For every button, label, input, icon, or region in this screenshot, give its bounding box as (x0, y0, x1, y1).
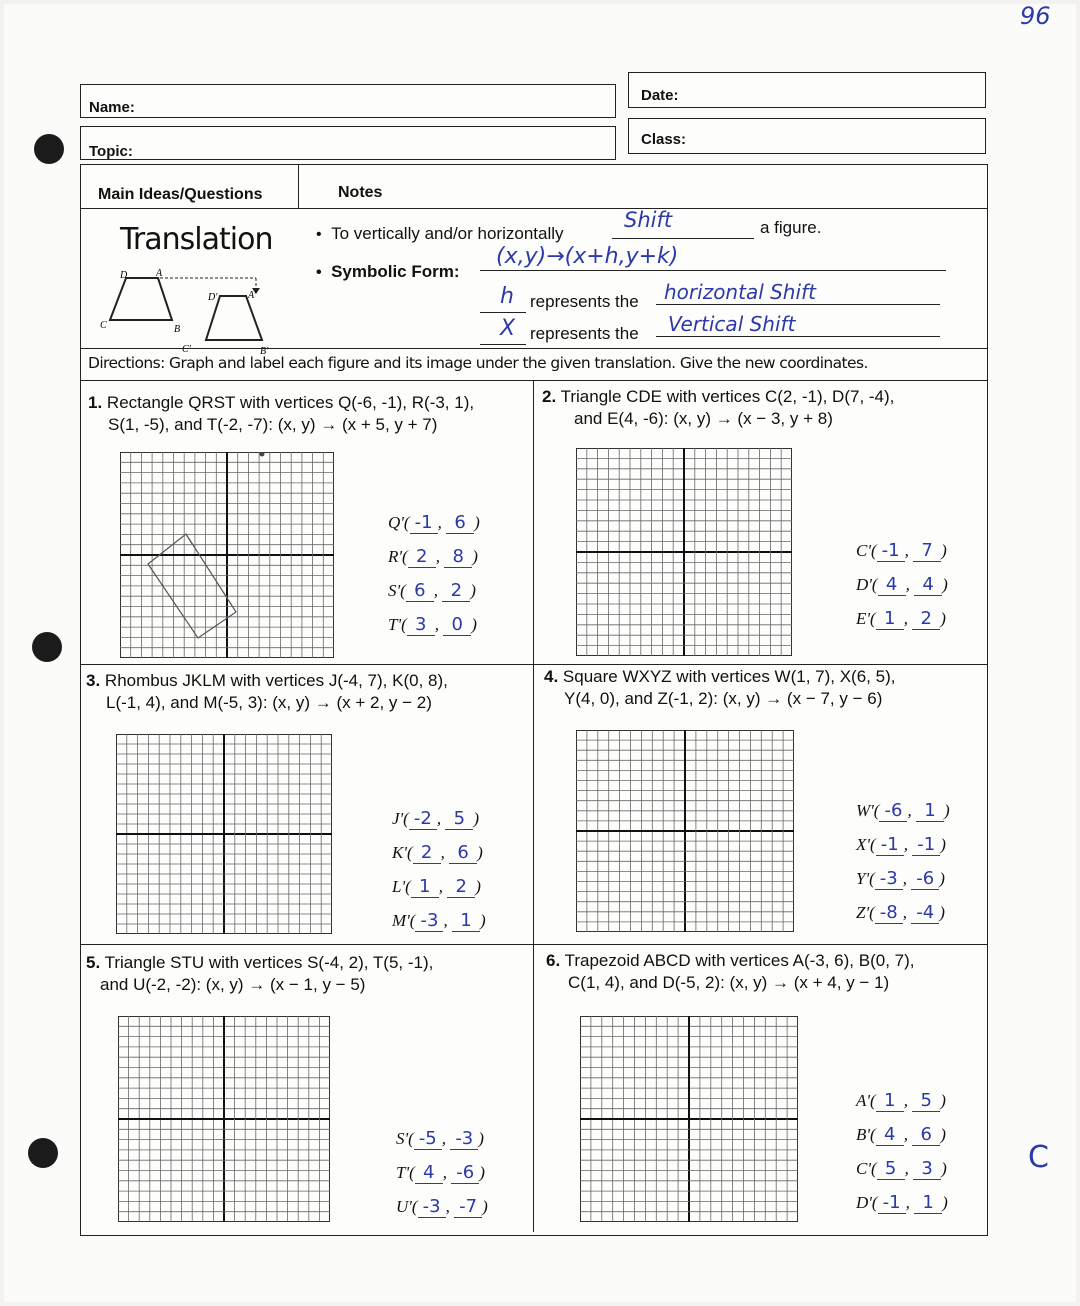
answer-label: L'( (392, 877, 411, 896)
col-header-notes: Notes (338, 184, 383, 201)
directions-divider (80, 348, 988, 349)
answer-y-value[interactable]: 6 (912, 1124, 940, 1146)
blank-3b (656, 304, 940, 305)
answer-y-value[interactable]: 4 (914, 574, 942, 596)
answer-label: K'( (392, 843, 413, 862)
problem-1 (88, 392, 474, 436)
answer-x-value[interactable]: 3 (407, 614, 435, 636)
answers-problem-6 (856, 1090, 948, 1226)
answer-row: Z'( -8 , -4 ) (856, 902, 945, 923)
answer-y-value[interactable]: 3 (913, 1158, 941, 1180)
blank-4a (480, 344, 526, 345)
answer-row: T'( 3 , 0 ) (388, 614, 477, 635)
answer-label: C'( (856, 1159, 877, 1178)
answer-x-value[interactable]: -1 (877, 540, 905, 562)
answer-label: D'( (856, 575, 878, 594)
answer-y-value[interactable]: 5 (445, 808, 473, 830)
answer-label: R'( (388, 547, 408, 566)
answer-row: D'( 4 , 4 ) (856, 574, 948, 595)
answer-row: U'( -3 , -7 ) (396, 1196, 488, 1217)
problem-3-line1: Rhombus JKLM with vertices J(-4, 7), K(0, 8), (104, 671, 448, 690)
answer-row: C'( -1 , 7 ) (856, 540, 947, 561)
answer-y-value[interactable]: 1 (452, 910, 480, 932)
name-label: Name: (89, 99, 135, 116)
answer-x-value[interactable]: -2 (409, 808, 437, 830)
binder-hole-3 (28, 1138, 58, 1168)
problem-2 (542, 386, 894, 430)
page-number: 96 (1020, 2, 1051, 30)
answer-label: Y'( (856, 869, 875, 888)
answer-y-value[interactable]: 1 (916, 800, 944, 822)
answer-y-value[interactable]: -6 (911, 868, 939, 890)
answer-label: A'( (856, 1091, 876, 1110)
answer-x-value[interactable]: -3 (418, 1196, 446, 1218)
col-header-main-ideas: Main Ideas/Questions (98, 186, 263, 203)
answer-x-value[interactable]: -1 (410, 512, 438, 534)
problem-1-line1: Rectangle QRST with vertices Q(-6, -1), R(-3, 1), (106, 393, 475, 412)
answer-label: D'( (856, 1193, 878, 1212)
notes-line-3-text: represents the (530, 292, 639, 311)
coordinate-grid-3[interactable] (116, 734, 332, 934)
answers-problem-4 (856, 800, 950, 936)
blank-4b (656, 336, 940, 337)
symbolic-form-label: Symbolic Form: (331, 262, 460, 281)
answer-x-value[interactable]: 2 (413, 842, 441, 864)
answer-x-value[interactable]: 4 (876, 1124, 904, 1146)
binder-hole-1 (34, 134, 64, 164)
problem-5 (86, 952, 433, 996)
answer-label: U'( (396, 1197, 418, 1216)
answer-label: E'( (856, 609, 876, 628)
answer-row: Q'( -1 , 6 ) (388, 512, 480, 533)
answer-row: C'( 5 , 3 ) (856, 1158, 947, 1179)
answer-row: E'( 1 , 2 ) (856, 608, 946, 629)
answer-x-value[interactable]: 1 (411, 876, 439, 898)
answer-x-value[interactable]: 6 (406, 580, 434, 602)
answers-problem-5 (396, 1128, 488, 1230)
answer-label: J'( (392, 809, 409, 828)
answer-row: A'( 1 , 5 ) (856, 1090, 946, 1111)
notes-line-2: • Symbolic Form: (316, 262, 460, 281)
label-D-prime: D' (208, 292, 218, 303)
answer-row: X'( -1 , -1 ) (856, 834, 946, 855)
answer-row: S'( 6 , 2 ) (388, 580, 476, 601)
answer-label: W'( (856, 801, 880, 820)
answer-row: L'( 1 , 2 ) (392, 876, 481, 897)
answer-row: D'( -1 , 1 ) (856, 1192, 948, 1213)
answer-row: T'( 4 , -6 ) (396, 1162, 485, 1183)
answer-label: B'( (856, 1125, 876, 1144)
answer-x-value[interactable]: 1 (876, 1090, 904, 1112)
answer-y-value[interactable]: 0 (443, 614, 471, 636)
translation-diagram (96, 266, 296, 358)
notes-line-1-post: a figure. (760, 218, 822, 237)
label-C-prime: C' (182, 344, 191, 355)
problem-5-line2: and U(-2, -2): (x, y) → (x − 1, y − 5) (100, 975, 366, 994)
answer-row: K'( 2 , 6 ) (392, 842, 483, 863)
answer-x-value[interactable]: -1 (878, 1192, 906, 1214)
answer-row: J'( -2 , 5 ) (392, 808, 480, 829)
answer-x-value[interactable]: 4 (415, 1162, 443, 1184)
problem-4 (544, 666, 895, 710)
notes-answer-4b: Vertical Shift (668, 312, 796, 336)
answer-y-value[interactable]: -4 (911, 902, 939, 924)
answer-label: Q'( (388, 513, 410, 532)
coordinate-grid-4[interactable] (576, 730, 794, 932)
answer-label: S'( (396, 1129, 414, 1148)
problem-3-line2: L(-1, 4), and M(-5, 3): (x, y) → (x + 2, y − 2) (106, 693, 432, 712)
notes-answer-3b: horizontal Shift (664, 280, 816, 304)
answer-x-value[interactable]: 5 (877, 1158, 905, 1180)
answer-y-value[interactable]: -7 (454, 1196, 482, 1218)
class-field[interactable] (628, 118, 986, 154)
answer-x-value[interactable]: 2 (408, 546, 436, 568)
label-D: D (120, 270, 128, 281)
problem-1-line2: S(1, -5), and T(-2, -7): (x, y) → (x + 5, y + 7) (108, 415, 438, 434)
answer-x-value[interactable]: -3 (415, 910, 443, 932)
problem-4-line2: Y(4, 0), and Z(-1, 2): (x, y) → (x − 7, y − 6) (564, 689, 883, 708)
answer-x-value[interactable]: -8 (875, 902, 903, 924)
notes-answer-3: h (500, 284, 514, 309)
problems-top-divider (80, 380, 988, 381)
notes-answer-1: Shift (624, 208, 673, 232)
coordinate-grid-2[interactable] (576, 448, 792, 656)
coordinate-grid-6[interactable] (580, 1016, 798, 1222)
notes-line-1: • To vertically and/or horizontally (316, 224, 564, 243)
answer-label: T'( (396, 1163, 415, 1182)
problem-4-line1: Square WXYZ with vertices W(1, 7), X(6, 5), (562, 667, 896, 686)
label-B-prime: B' (260, 346, 269, 357)
margin-mark: C (1028, 1140, 1049, 1175)
notes-line-1-text: To vertically and/or horizontally (331, 224, 564, 243)
label-A-prime: A' (248, 290, 257, 301)
answer-x-value[interactable]: -5 (414, 1128, 442, 1150)
directions-text: Directions: Graph and label each figure and its image under the given translation. Give the new coordinates. (88, 354, 868, 372)
problem-3-number: 3. (86, 671, 101, 690)
sketched-rectangle (120, 452, 334, 658)
problem-2-line2: and E(4, -6): (x, y) → (x − 3, y + 8) (574, 409, 833, 428)
binder-hole-2 (32, 632, 62, 662)
answer-row: R'( 2 , 8 ) (388, 546, 478, 567)
answer-y-value[interactable]: -1 (912, 834, 940, 856)
answer-x-value[interactable]: -3 (875, 868, 903, 890)
date-label: Date: (641, 87, 679, 104)
topic-field[interactable] (80, 126, 616, 160)
table-header-divider (80, 208, 988, 209)
answer-row: Y'( -3 , -6 ) (856, 868, 945, 889)
answer-y-value[interactable]: 6 (446, 512, 474, 534)
topic-label: Topic: (89, 143, 133, 160)
answers-problem-2 (856, 540, 948, 642)
answer-x-value[interactable]: -1 (876, 834, 904, 856)
answer-row: W'( -6 , 1 ) (856, 800, 950, 821)
answer-label: Z'( (856, 903, 875, 922)
problem-6-line2: C(1, 4), and D(-5, 2): (x, y) → (x + 4, y − 1) (568, 973, 890, 992)
answer-row: M'( -3 , 1 ) (392, 910, 486, 931)
answer-y-value[interactable]: 5 (912, 1090, 940, 1112)
problems-row-divider-2 (80, 944, 988, 945)
answer-label: X'( (856, 835, 876, 854)
col-divider (298, 164, 299, 208)
answer-y-value[interactable]: 2 (442, 580, 470, 602)
problem-2-number: 2. (542, 387, 557, 406)
answer-x-value[interactable]: 4 (878, 574, 906, 596)
problem-1-number: 1. (88, 393, 103, 412)
problem-2-line1: Triangle CDE with vertices C(2, -1), D(7, -4), (560, 387, 895, 406)
answer-y-value[interactable]: 2 (447, 876, 475, 898)
answer-y-value[interactable]: 1 (914, 1192, 942, 1214)
answer-y-value[interactable]: 2 (912, 608, 940, 630)
name-field[interactable] (80, 84, 616, 118)
answer-y-value[interactable]: 7 (913, 540, 941, 562)
answer-x-value[interactable]: 1 (876, 608, 904, 630)
label-B: B (174, 324, 181, 335)
answer-y-value[interactable]: 8 (444, 546, 472, 568)
answer-row: B'( 4 , 6 ) (856, 1124, 946, 1145)
problem-6 (546, 950, 915, 994)
problems-row-divider-1 (80, 664, 988, 665)
answer-y-value[interactable]: -3 (450, 1128, 478, 1150)
date-field[interactable] (628, 72, 986, 108)
answer-y-value[interactable]: -6 (451, 1162, 479, 1184)
blank-1 (612, 238, 754, 239)
class-label: Class: (641, 131, 687, 148)
problem-6-line1: Trapezoid ABCD with vertices A(-3, 6), B(0, 7), (564, 951, 915, 970)
coordinate-grid-5[interactable] (118, 1016, 330, 1222)
problem-3 (86, 670, 448, 714)
answer-row: S'( -5 , -3 ) (396, 1128, 484, 1149)
label-A: A (156, 268, 163, 279)
notes-line-4-text: represents the (530, 324, 639, 343)
problem-5-number: 5. (86, 953, 101, 972)
answer-label: S'( (388, 581, 406, 600)
problem-5-line1: Triangle STU with vertices S(-4, 2), T(5, -1), (104, 953, 434, 972)
notes-answer-4: X (500, 316, 516, 341)
answer-label: C'( (856, 541, 877, 560)
notes-answer-2: (x,y)→(x+h,y+k) (496, 244, 679, 269)
problems-col-divider (533, 380, 534, 1232)
answer-label: M'( (392, 911, 416, 930)
blank-2 (480, 270, 946, 271)
answers-problem-1 (388, 512, 480, 648)
problem-4-number: 4. (544, 667, 559, 686)
original-trapezoid (110, 278, 172, 320)
label-C: C (100, 320, 107, 331)
answers-problem-3 (392, 808, 486, 944)
answer-x-value[interactable]: -6 (879, 800, 907, 822)
blank-3a (480, 312, 526, 313)
problem-6-number: 6. (546, 951, 561, 970)
answer-label: T'( (388, 615, 407, 634)
topic-title: Translation (120, 222, 273, 257)
answer-y-value[interactable]: 6 (449, 842, 477, 864)
